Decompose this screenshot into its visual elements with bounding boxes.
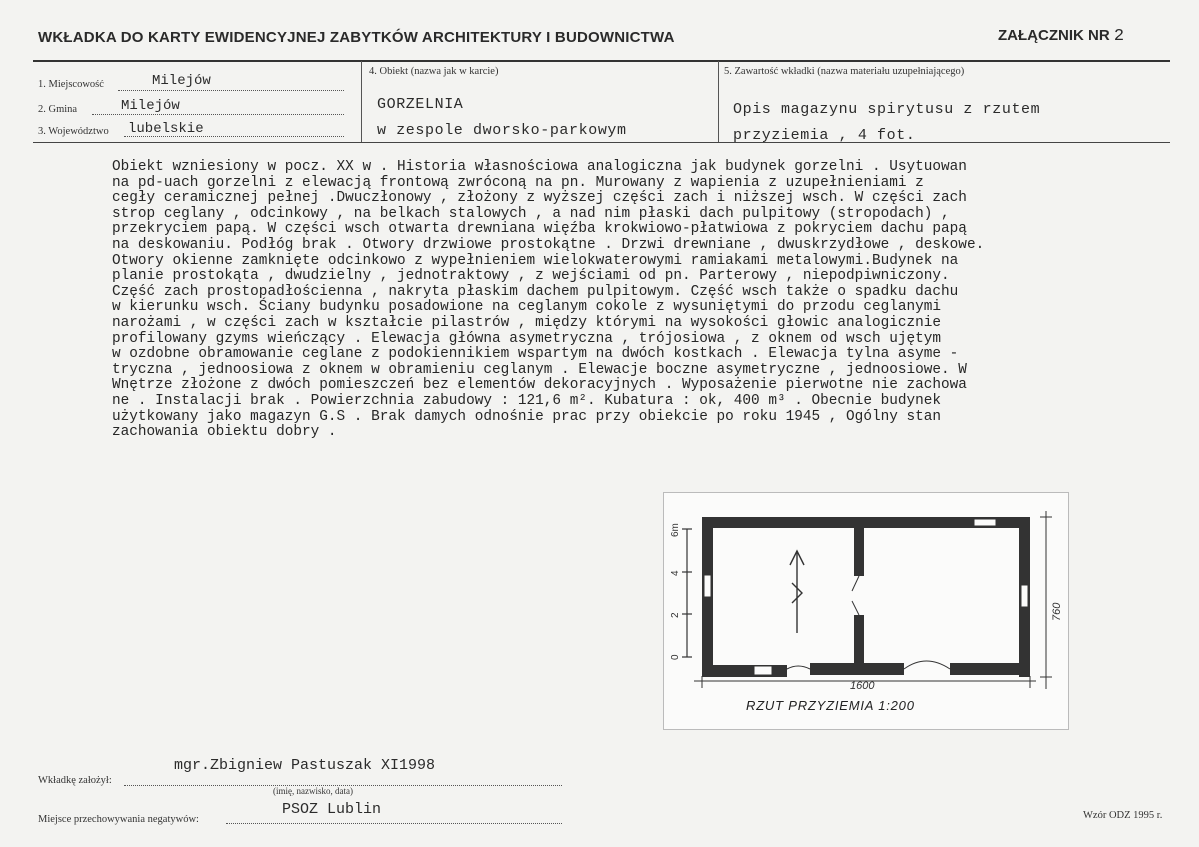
window-west: [704, 575, 711, 597]
header-rule: [33, 60, 1170, 62]
attachment-number: [998, 27, 1124, 46]
description-line: użytkowany jako magazyn G.S . Brak damych odnośnie prac przy obiekcie po roku 1945 , Ogólny stan: [112, 408, 942, 425]
commune-dots: [92, 114, 344, 115]
voivodeship-value: lubelskie: [128, 121, 204, 137]
attachment-number-value: 2: [1113, 27, 1125, 46]
plan-caption: RZUT PRZYZIEMIA 1:200: [746, 698, 915, 713]
window-north: [974, 519, 996, 526]
description-line: Obiekt wzniesiony w pocz. XX w . Historia własnościowa analogiczna jak budynek gorzelni . Usytuowan: [112, 159, 967, 175]
description-line: Wnętrze złożone z dwóch pomieszczeń bez elementów dekoracyjnych . Wyposażenie pierwotne nie zachowa: [112, 377, 967, 394]
object-line-2: w zespole dworsko-parkowym: [377, 122, 627, 139]
description-line: w ozdobne obramowanie ceglane z podokiennikiem wspartym na dwóch kostkach . Elewacja tylna asyme -: [112, 346, 959, 363]
description-line: przekryciem papą. W części wsch otwarta drewniana więźba krokwiowo-płatwiowa z pokryciem dachu papą: [112, 221, 967, 238]
window-east: [1021, 585, 1028, 607]
voivodeship-label: 3. Województwo: [38, 126, 109, 137]
width-dimension-label: 1600: [850, 680, 875, 692]
description-line: w kierunku wsch. Ściany budynku posadowione na ceglanym cokole z wysuniętymi do przodu ceglanymi: [112, 299, 942, 316]
scale-bar: [682, 529, 692, 657]
author-hint: (imię, nazwisko, data): [273, 786, 353, 796]
locality-dots: [118, 90, 344, 91]
scale-tick-label: 6m: [670, 523, 681, 537]
scale-tick-label: 2: [670, 612, 681, 618]
description-line: zachowania obiektu dobry .: [112, 424, 337, 441]
door-swing-1: [787, 666, 810, 669]
description-text: [112, 160, 1152, 441]
door-leaf-2: [852, 601, 859, 615]
storage-dots: [226, 823, 562, 824]
form-version: Wzór ODZ 1995 r.: [1083, 810, 1163, 821]
storage-label: Miejsce przechowywania negatywów:: [38, 814, 199, 825]
locality-value: Milejów: [152, 73, 211, 89]
door-swing-2: [904, 661, 950, 669]
scale-tick-label: 4: [670, 570, 681, 576]
author-label: Wkładkę założył:: [38, 775, 112, 786]
floor-plan-svg: [664, 493, 1068, 729]
description-line: tryczna , jednoosiowa z oknem w obramieniu ceglanym . Elewacje boczne asymetryczne , jednoosiowe. W: [112, 361, 967, 378]
window-south: [754, 666, 772, 675]
contents-line-2: przyziemia , 4 fot.: [733, 127, 916, 144]
locality-label: 1. Miejscowość: [38, 79, 104, 90]
north-arrow-icon: [790, 551, 804, 633]
form-title: WKŁADKA DO KARTY EWIDENCYJNEJ ZABYTKÓW ARCHITEKTURY I BUDOWNICTWA: [38, 29, 675, 46]
author-value: mgr.Zbigniew Pastuszak XI1998: [174, 757, 436, 774]
description-line: planie prostokąta , dwudzielny , jednotraktowy , z wejściami od pn. Parterowy , niepodpiwniczony.: [112, 268, 950, 285]
fields-rule: [33, 142, 1170, 143]
description-line: strop ceglany , odcinkowy , na belkach stalowych , a nad nim płaski dach pulpitowy (stropodach) ,: [112, 205, 950, 222]
attachment-label: ZAŁĄCZNIK NR: [998, 27, 1110, 44]
wall-south-1: [702, 665, 787, 677]
object-label: 4. Obiekt (nazwa jak w karcie): [369, 66, 499, 77]
commune-label: 2. Gmina: [38, 104, 78, 115]
scale-tick-label: 0: [670, 654, 681, 660]
commune-value: Milejów: [121, 98, 180, 114]
contents-label: 5. Zawartość wkładki (nazwa materiału uzupełniającego): [724, 66, 965, 77]
description-line: ne . Instalacji brak . Powierzchnia zabudowy : 121,6 m². Kubatura : ok, 400 m³ . Obecnie budynek: [112, 392, 942, 409]
description-line: Część zach prostopadłościenna , nakryta płaskim dachem pulpitowym. Część wsch także o spadku dachu: [112, 283, 959, 300]
object-line-1: GORZELNIA: [377, 96, 464, 113]
column-divider-1: [361, 61, 362, 142]
description-line: na deskowaniu. Podłóg brak . Otwory drzwiowe prostokątne . Drzwi drewniane , dwuskrzydłowe , deskowe.: [112, 236, 985, 253]
description-line: cegły ceramicznej pełnej .Dwuczłonowy , złożony z wyższej części zach i niższej wsch. W części zach: [112, 190, 967, 207]
door-leaf-1: [852, 576, 859, 591]
column-divider-2: [718, 61, 719, 142]
description-line: na pd-uach gorzelni z elewacją frontową zwróconą na pn. Murowany z wapienia z uzupełnieniami z: [112, 174, 924, 191]
description-line: narożami , w części zach w kształcie pilastrów , między którymi na wysokości głowic analogicznie: [112, 314, 942, 331]
depth-dimension: [1040, 511, 1052, 689]
partition-upper: [854, 528, 864, 576]
storage-value: PSOZ Lublin: [282, 801, 382, 818]
description-line: Otwory okienne zamknięte odcinkowo z wypełnieniem wielokwaterowymi ramiakami metalowymi.Budynek na: [112, 252, 959, 269]
depth-dimension-label: 760: [1051, 602, 1063, 621]
contents-line-1: Opis magazynu spirytusu z rzutem: [733, 101, 1041, 118]
description-line: profilowany gzyms wieńczący . Elewacja główna asymetryczna , trójosiowa , z oknem od wsch ujętym: [112, 330, 942, 347]
wall-south-3: [950, 663, 1030, 675]
floor-plan-drawing: [663, 492, 1069, 730]
partition-lower: [854, 615, 864, 665]
